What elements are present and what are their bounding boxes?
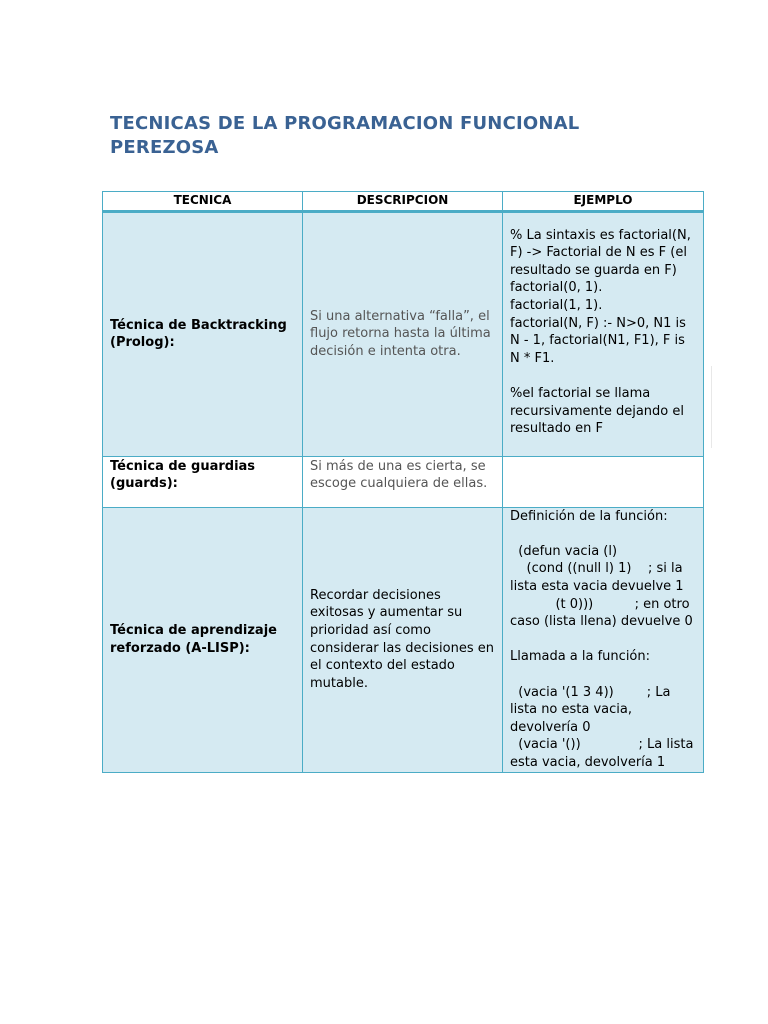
row-ejemplo [503, 507, 704, 772]
header-ejemplo: EJEMPLO [503, 192, 704, 212]
table-row [103, 456, 704, 507]
row-tecnica: Técnica de aprendizaje reforzado (A-LISP): [103, 507, 303, 772]
table-header-row [103, 192, 704, 212]
header-tecnica: TECNICA [103, 192, 303, 212]
table-row [103, 507, 704, 772]
row-descripcion: Si una alternativa “falla”, el flujo retorna hasta la última decisión e intenta otra. [303, 211, 503, 456]
ejemplo-text: % La sintaxis es factorial(N, F) -> Factorial de N es F (el resultado se guarda en F) factorial(0, 1). factorial(1, 1). factorial(N, F) :- N>0, N1 is N - 1, factorial(N1, F1), F is N * F1. %el factorial se llama recursivamente dejando el resultado en F [510, 227, 691, 437]
techniques-table [102, 191, 704, 773]
document-title: TECNICAS DE LA PROGRAMACION FUNCIONAL PEREZOSA [110, 113, 580, 158]
row-descripcion: Recordar decisiones exitosas y aumentar su prioridad así como considerar las decisiones en el contexto del estado mutable. [303, 507, 503, 772]
header-descripcion: DESCRIPCION [303, 192, 503, 212]
table-row [103, 211, 704, 456]
row-tecnica: Técnica de Backtracking (Prolog): [103, 211, 303, 456]
row-descripcion: Si más de una es cierta, se escoge cualquiera de ellas. [303, 456, 503, 507]
divider-line [711, 366, 712, 448]
ejemplo-text: Definición de la función: (defun vacia (l) (cond ((null l) 1) ; si la lista esta vacia devuelve 1 (t 0))) ; en otro caso (lista llena) devuelve 0 Llamada a la función: (vacia '(1 3 4)) ; La lista no esta vacia, devolvería 0 (vacia '()) ; La lista esta vacia, devolvería 1 [510, 508, 694, 770]
row-tecnica: Técnica de guardias (guards): [103, 456, 303, 507]
row-ejemplo [503, 211, 704, 456]
row-ejemplo [503, 456, 704, 507]
